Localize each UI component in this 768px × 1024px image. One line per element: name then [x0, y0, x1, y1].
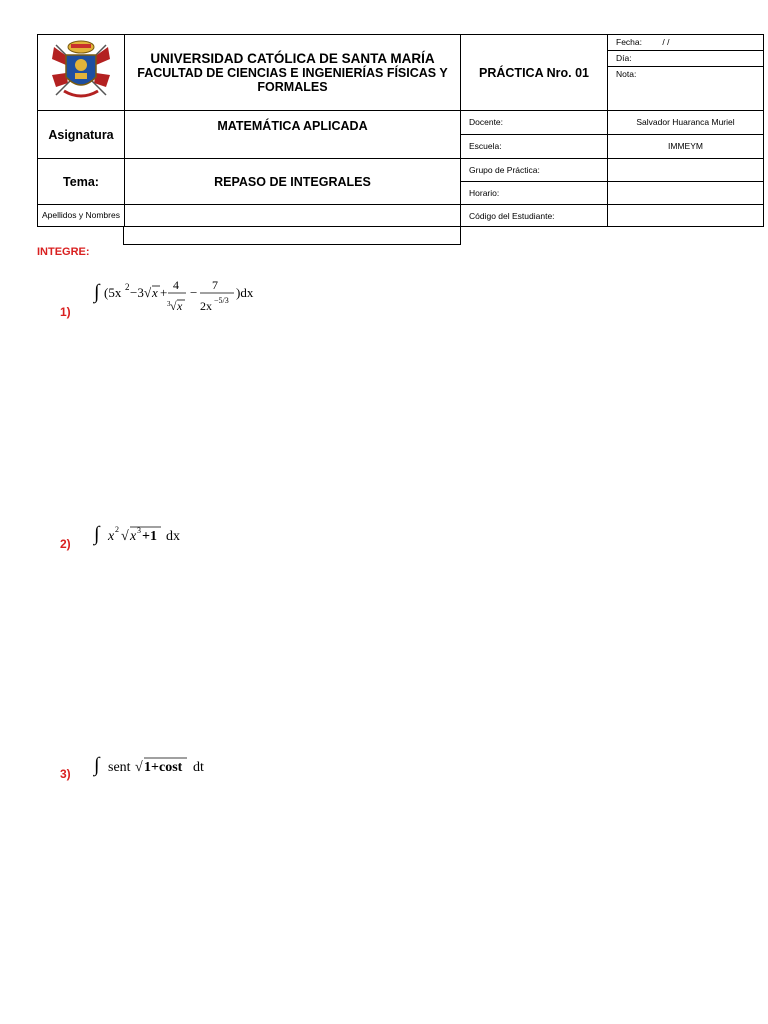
svg-text:√: √	[170, 299, 177, 313]
svg-text:2: 2	[125, 282, 130, 292]
grupo-horario-values	[608, 159, 764, 205]
svg-text:3: 3	[167, 300, 171, 308]
svg-text:∫: ∫	[94, 281, 100, 303]
svg-text:dx: dx	[166, 529, 180, 544]
svg-text:+1: +1	[142, 529, 157, 544]
header-table	[37, 34, 764, 227]
faculty-name: FACULTAD DE CIENCIAS E INGENIERÍAS FÍSICAS Y FORMALES	[137, 66, 448, 94]
university-logo	[38, 35, 125, 111]
svg-text:7: 7	[212, 278, 218, 292]
fecha-label: Fecha:	[616, 37, 642, 47]
svg-text:dt: dt	[193, 760, 204, 775]
dia-field[interactable]	[608, 51, 763, 67]
grupo-value[interactable]	[608, 159, 763, 182]
problem-3-number: 3)	[60, 767, 71, 781]
svg-text:−5/3: −5/3	[214, 296, 229, 305]
svg-text:x: x	[152, 285, 158, 300]
problem-1-number: 1)	[60, 305, 71, 319]
svg-text:)dx: )dx	[236, 285, 254, 300]
svg-text:2x: 2x	[200, 299, 212, 313]
fecha-field[interactable]	[608, 35, 763, 51]
horario-value[interactable]	[608, 182, 763, 204]
tema-label: Tema:	[38, 159, 125, 205]
nota-label: Nota:	[616, 69, 637, 79]
docente-label: Docente:	[461, 111, 607, 135]
university-name: UNIVERSIDAD CATÓLICA DE SANTA MARÍA	[150, 51, 435, 66]
escuela-label: Escuela:	[469, 141, 502, 151]
svg-text:+: +	[160, 285, 168, 300]
svg-text:−: −	[190, 285, 198, 300]
apellidos-value[interactable]	[125, 205, 461, 227]
svg-text:4: 4	[173, 278, 179, 292]
docente-escuela-values	[608, 111, 764, 159]
grupo-label: Grupo de Práctica:	[461, 159, 607, 182]
svg-text:3: 3	[137, 526, 141, 535]
problem-2-number: 2)	[60, 537, 71, 551]
svg-text:1+cost: 1+cost	[144, 760, 183, 775]
svg-text:2: 2	[115, 525, 119, 534]
svg-text:x: x	[177, 299, 183, 313]
svg-text:−3: −3	[130, 285, 144, 300]
svg-text:∫: ∫	[94, 523, 100, 545]
horario-label: Horario:	[469, 188, 500, 198]
svg-text:√: √	[121, 529, 129, 544]
svg-text:x: x	[130, 529, 137, 544]
codigo-value[interactable]	[608, 205, 764, 227]
tema-value: REPASO DE INTEGRALES	[125, 159, 461, 205]
svg-text:x: x	[108, 529, 115, 544]
asignatura-value: MATEMÁTICA APLICADA	[125, 111, 461, 159]
escuela-value: IMMEYM	[668, 141, 703, 151]
date-grade-cell	[608, 35, 764, 111]
practica-number: PRÁCTICA Nro. 01	[461, 35, 608, 111]
docente-value: Salvador Huaranca Muriel	[608, 111, 763, 135]
grupo-horario-labels	[461, 159, 608, 205]
apellidos-label: Apellidos y Nombres	[38, 205, 125, 227]
crest-icon	[46, 35, 116, 105]
instruction-heading: INTEGRE:	[37, 246, 90, 258]
university-title-cell	[125, 35, 461, 111]
problem-2-formula	[94, 518, 214, 553]
dia-label: Día:	[616, 53, 632, 63]
name-extra-line[interactable]	[123, 227, 461, 245]
nota-field[interactable]	[608, 67, 763, 110]
svg-text:(5x: (5x	[104, 285, 122, 300]
svg-text:sent: sent	[108, 760, 131, 775]
svg-text:∫: ∫	[94, 754, 100, 776]
svg-text:√: √	[135, 760, 143, 775]
docente-escuela-labels	[461, 111, 608, 159]
codigo-label: Código del Estudiante:	[461, 205, 608, 227]
asignatura-label: Asignatura	[38, 111, 125, 159]
fecha-value: / /	[662, 37, 670, 47]
problem-1-formula	[94, 276, 294, 321]
problem-3-formula	[94, 749, 224, 784]
svg-text:√: √	[144, 285, 152, 300]
